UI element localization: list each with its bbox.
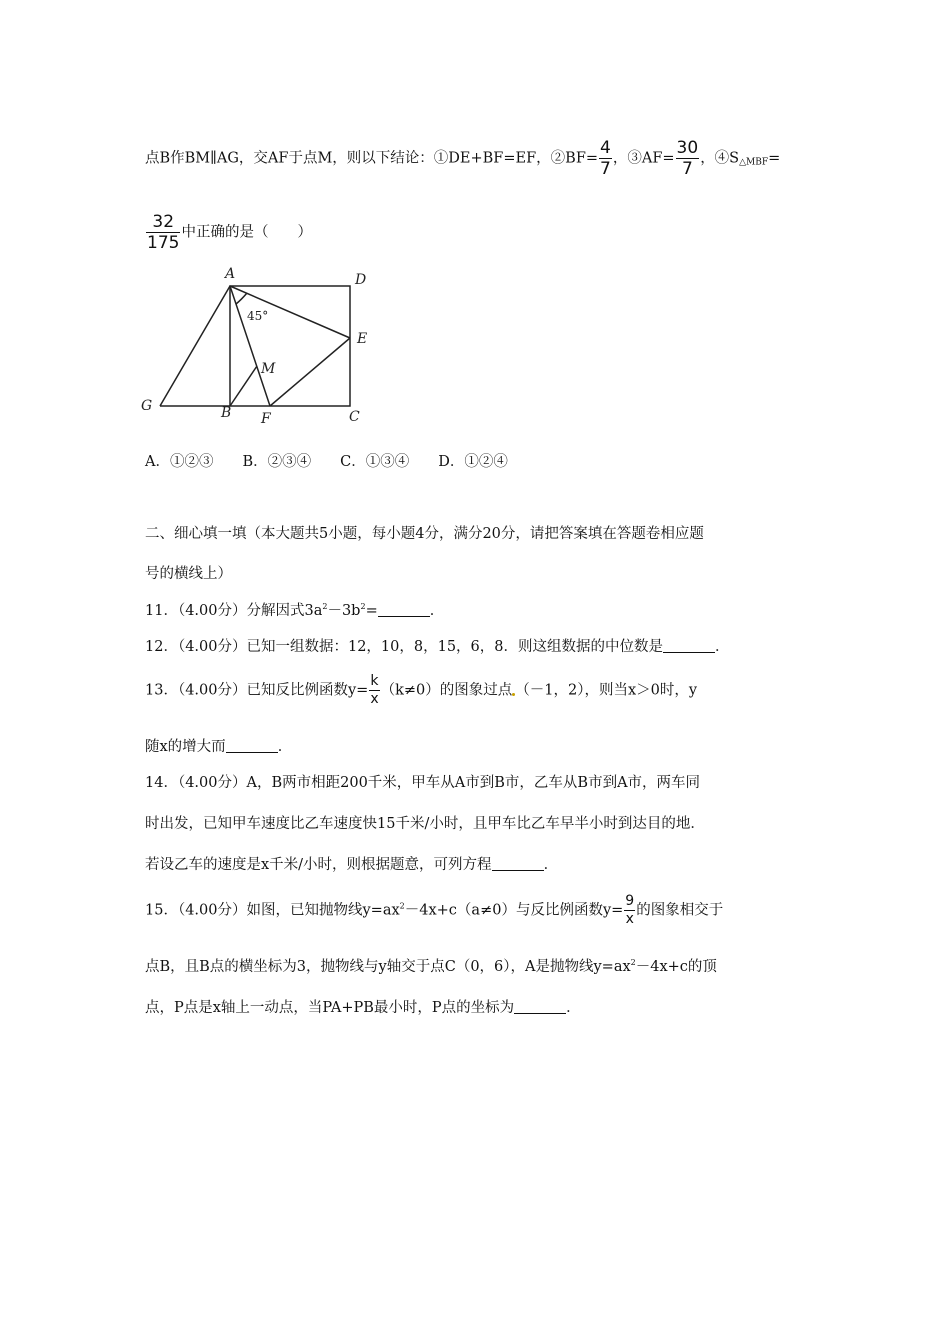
q14-line3 [145,855,558,875]
geometry-figure [135,262,385,432]
superscript: 2 [360,602,366,611]
q11-text-c: = [365,603,378,619]
section2-line2: 号的横线上） [145,566,232,582]
q13-text-c: （－1，2），则当x＞0时，y [515,682,698,699]
fraction-9-over-x: $\frac{9}{x}$ [625,893,635,927]
label-a: A [225,266,236,282]
segment-ef [270,338,350,406]
label-g: G [141,398,153,414]
q10-text-c: ，④S [700,150,740,167]
q11-text-d: ． [429,603,445,619]
q14-text-a: 若设乙车的速度是x千米/小时，则根据题意，可列方程 [145,857,492,873]
q14-line1: 14．（4.00分）A，B两市相距200千米，甲车从A市到B市，乙车从B市到A市，两车同 [145,775,701,791]
answer-blank [378,602,430,617]
answer-blank [492,856,544,871]
q13-text-a: 13．（4.00分）已知反比例函数y= [145,682,369,699]
segment-ag [160,286,230,406]
label-b: B [221,405,232,421]
q10-line1 [145,138,780,179]
area-subscript: △MBF [739,157,769,168]
q14-text-b: ． [543,857,559,873]
q15-line1 [145,893,723,928]
q13-line1 [145,673,697,708]
q11-text-a: 11．（4.00分）分解因式3a [145,603,323,619]
q15-text-a: 15．（4.00分）如图，已知抛物线y=ax [145,902,400,919]
q15-text-f: 点，P点是x轴上一动点，当PA+PB最小时，P点的坐标为 [145,1000,515,1016]
answer-blank [663,638,715,653]
q10-text-d: = [768,150,781,167]
q12 [145,637,730,657]
label-d: D [355,272,367,288]
label-c: C [349,409,360,425]
fraction-k-over-x: $\frac{k}{x}$ [370,673,379,707]
fraction-af: $\frac{30}{7}$ [676,138,699,179]
answer-blank [226,738,278,753]
fraction-bf: $\frac{4}{7}$ [600,138,611,179]
q13-text-b: （k≠0）的图象过点 [380,682,513,699]
q13-line2 [145,737,292,757]
superscript: 2 [322,602,328,611]
superscript: 2 [399,901,405,911]
q10-options: A．①②③ B．②③④ C．①③④ D．①②④ [145,454,508,470]
q14-line2: 时出发，已知甲车速度比乙车速度快15千米/小时，且甲车比乙车早半小时到达目的地． [145,816,705,832]
square-abcd [230,286,350,406]
q15-text-d: 点B，且B点的横坐标为3，抛物线与y轴交于点C（0，6），A是抛物线y=ax [145,959,631,975]
section2-line1: 二、细心填一填（本大题共5小题，每小题4分，满分20分，请把答案填在答题卷相应题 [145,526,704,542]
q10-line2 [145,212,312,253]
answer-blank [514,999,566,1014]
q15-line2 [145,957,717,977]
q10-text-a: 点B作BM∥AG，交AF于点M，则以下结论：①DE+BF=EF，②BF= [145,150,599,167]
segment-bm [230,366,257,406]
q13-text-e: ． [277,739,293,755]
fraction-area: $\frac{32}{175}$ [147,212,180,253]
angle-arc [236,293,247,304]
q13-text-d: 随x的增大而 [145,739,226,755]
q12-text-a: 12．（4.00分）已知一组数据：12，10，8，15，6，8．则这组数据的中位数是 [145,639,664,655]
q11 [145,601,444,621]
q11-text-b: －3b [327,603,361,619]
q10-question-text: 中正确的是（ ） [181,224,312,241]
q15-text-e: －4x+c的顶 [635,959,717,975]
q10-text-b: ，③AF= [612,150,675,167]
q12-text-b: ． [715,639,730,655]
q15-text-g: ． [566,1000,581,1016]
q15-text-b: －4x+c（a≠0）与反比例函数y= [404,902,624,919]
q15-line3 [145,998,581,1018]
superscript: 2 [630,958,636,967]
label-f: F [261,411,271,427]
angle-label: 45° [247,309,269,323]
label-m: M [261,361,276,377]
q15-text-c: 的图象相交于 [636,902,724,919]
label-e: E [357,331,368,347]
